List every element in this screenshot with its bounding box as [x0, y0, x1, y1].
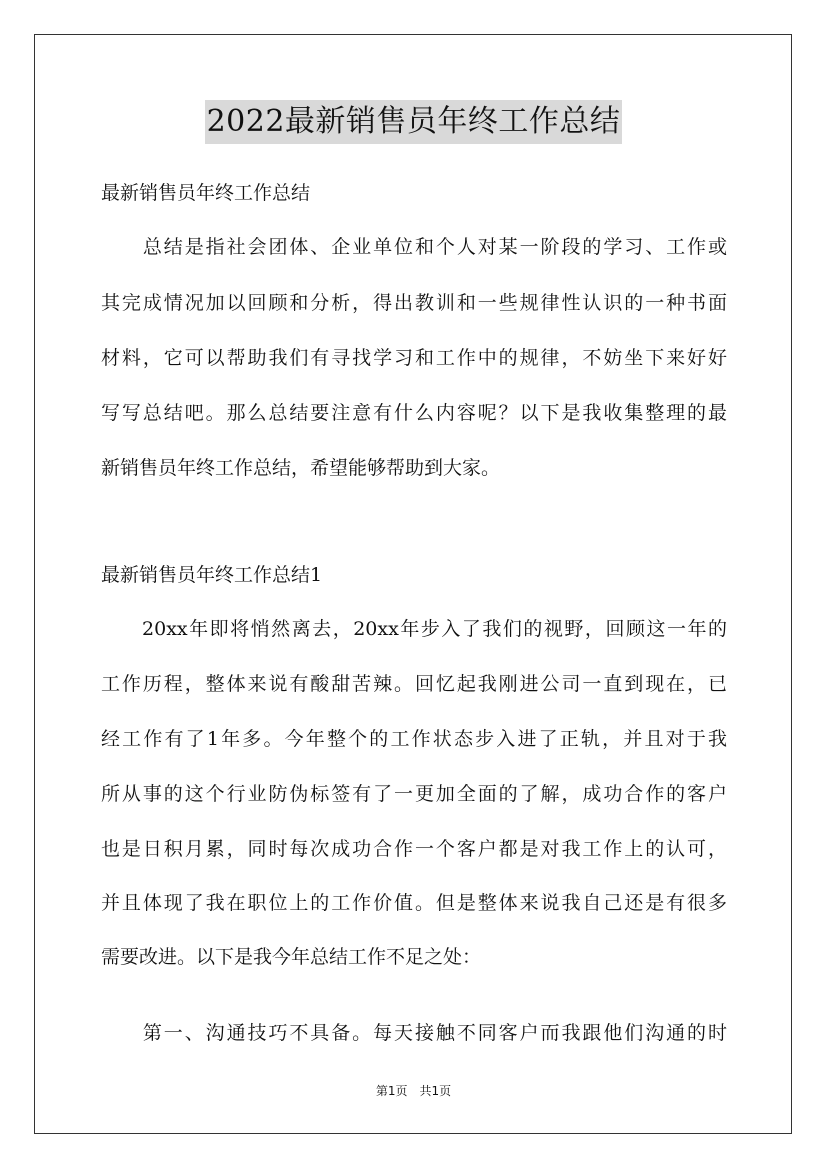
section-heading: 最新销售员年终工作总结1 [101, 564, 323, 586]
paragraph-line: 20xx年即将悄然离去，20xx年步入了我们的视野，回顾这一年的 [101, 618, 727, 640]
paragraph-line: 材料，它可以帮助我们有寻找学习和工作中的规律，不妨坐下来好好 [101, 347, 727, 369]
paragraph-line: 新销售员年终工作总结，希望能够帮助到大家。 [101, 457, 501, 479]
paragraph-line: 总结是指社会团体、企业单位和个人对某一阶段的学习、工作或 [101, 236, 727, 258]
paragraph-line: 也是日积月累，同时每次成功合作一个客户都是对我工作上的认可， [101, 838, 727, 860]
paragraph-line: 写写总结吧。那么总结要注意有什么内容呢？以下是我收集整理的最 [101, 402, 727, 424]
paragraph-line: 并且体现了我在职位上的工作价值。但是整体来说我自己还是有很多 [101, 892, 727, 914]
paragraph-line: 需要改进。以下是我今年总结工作不足之处： [101, 946, 482, 968]
paragraph-line: 第一、沟通技巧不具备。每天接触不同客户而我跟他们沟通的时 [101, 1022, 727, 1044]
paragraph-line: 工作历程，整体来说有酸甜苦辣。回忆起我刚进公司一直到现在，已 [101, 673, 727, 695]
document-title: 2022最新销售员年终工作总结 [205, 100, 623, 144]
paragraph-line: 所从事的这个行业防伪标签有了一更加全面的了解，成功合作的客户 [101, 783, 727, 805]
paragraph-line: 经工作有了1年多。今年整个的工作状态步入进了正轨，并且对于我 [101, 728, 727, 750]
page-footer: 第1页 共1页 [375, 1084, 452, 1098]
subtitle-line: 最新销售员年终工作总结 [101, 182, 311, 204]
paragraph-line: 其完成情况加以回顾和分析，得出教训和一些规律性认识的一种书面 [101, 292, 727, 314]
title-container [0, 100, 827, 144]
